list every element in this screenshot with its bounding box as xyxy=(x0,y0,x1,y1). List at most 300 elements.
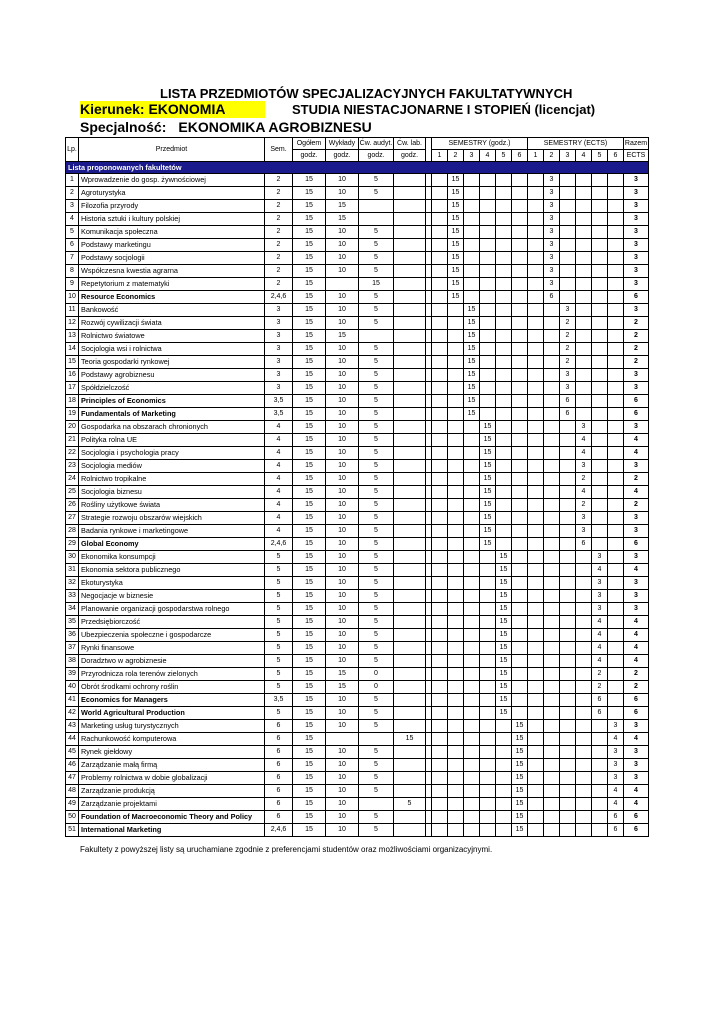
total-ects-cell: 4 xyxy=(624,616,649,629)
lab-cell xyxy=(394,538,426,551)
semester-ects-cell xyxy=(576,213,592,226)
semester-ects-cell: 4 xyxy=(576,434,592,447)
lab-cell xyxy=(394,642,426,655)
lab-cell xyxy=(394,460,426,473)
lectures-cell: 10 xyxy=(326,356,359,369)
semester-ects-cell xyxy=(544,798,560,811)
semester-ects-cell xyxy=(608,655,624,668)
lab-cell xyxy=(394,356,426,369)
semester-hours-cell xyxy=(496,291,512,304)
total-hours-cell: 15 xyxy=(293,343,326,356)
semester-cell: 4 xyxy=(265,460,293,473)
semester-hours-cell xyxy=(512,564,528,577)
sem-number-hours: 1 xyxy=(432,150,448,162)
table-row xyxy=(66,434,649,447)
row-number: 15 xyxy=(66,356,79,369)
semester-ects-cell xyxy=(608,642,624,655)
semester-cell: 4 xyxy=(265,525,293,538)
row-number: 51 xyxy=(66,824,79,837)
semester-hours-cell xyxy=(512,382,528,395)
total-ects-cell: 3 xyxy=(624,278,649,291)
semester-hours-cell xyxy=(480,759,496,772)
semester-cell: 2 xyxy=(265,200,293,213)
total-hours-cell: 15 xyxy=(293,759,326,772)
row-number: 46 xyxy=(66,759,79,772)
semester-hours-cell xyxy=(448,824,464,837)
row-number: 38 xyxy=(66,655,79,668)
semester-ects-cell: 3 xyxy=(576,460,592,473)
semester-ects-cell: 3 xyxy=(544,278,560,291)
total-ects-cell: 3 xyxy=(624,213,649,226)
semester-hours-cell xyxy=(480,824,496,837)
auditorium-cell xyxy=(359,330,394,343)
table-row xyxy=(66,642,649,655)
courses-table xyxy=(65,137,649,837)
subject-name: Economics for Managers xyxy=(79,694,265,707)
semester-ects-cell xyxy=(528,681,544,694)
semester-ects-cell xyxy=(544,642,560,655)
lectures-cell: 15 xyxy=(326,681,359,694)
subject-name: Rolnictwo tropikalne xyxy=(79,473,265,486)
sem-number-ects: 4 xyxy=(576,150,592,162)
auditorium-cell: 5 xyxy=(359,811,394,824)
semester-hours-cell xyxy=(512,239,528,252)
semester-hours-cell xyxy=(496,746,512,759)
semester-ects-cell xyxy=(544,356,560,369)
lab-cell xyxy=(394,395,426,408)
lectures-cell: 10 xyxy=(326,239,359,252)
subject-name: Rośliny użytkowe świata xyxy=(79,499,265,512)
row-number: 28 xyxy=(66,525,79,538)
lab-cell xyxy=(394,707,426,720)
semester-hours-cell xyxy=(480,239,496,252)
semester-hours-cell xyxy=(464,759,480,772)
semester-ects-cell xyxy=(592,746,608,759)
semester-hours-cell xyxy=(512,278,528,291)
semester-ects-cell xyxy=(592,486,608,499)
semester-hours-cell xyxy=(512,551,528,564)
semester-ects-cell xyxy=(608,395,624,408)
semester-ects-cell xyxy=(544,629,560,642)
semester-cell: 5 xyxy=(265,655,293,668)
subject-name: Rynek giełdowy xyxy=(79,746,265,759)
lectures-cell: 10 xyxy=(326,590,359,603)
semester-hours-cell xyxy=(464,629,480,642)
total-hours-cell: 15 xyxy=(293,330,326,343)
lab-cell xyxy=(394,226,426,239)
semester-hours-cell xyxy=(432,824,448,837)
table-row xyxy=(66,356,649,369)
auditorium-cell: 5 xyxy=(359,538,394,551)
semester-hours-cell: 15 xyxy=(512,785,528,798)
total-hours-cell: 15 xyxy=(293,239,326,252)
semester-ects-cell xyxy=(544,538,560,551)
semester-ects-cell xyxy=(608,577,624,590)
total-hours-cell: 15 xyxy=(293,460,326,473)
table-row xyxy=(66,707,649,720)
semester-hours-cell xyxy=(496,811,512,824)
semesters-ects-header: SEMESTRY (ECTS) xyxy=(528,138,624,150)
semester-hours-cell xyxy=(432,616,448,629)
semester-hours-cell xyxy=(512,681,528,694)
semester-hours-cell xyxy=(432,629,448,642)
semester-cell: 3 xyxy=(265,369,293,382)
semester-cell: 5 xyxy=(265,642,293,655)
semester-cell: 2 xyxy=(265,265,293,278)
subject-name: Rozwój cywilizacji świata xyxy=(79,317,265,330)
lectures-cell: 10 xyxy=(326,707,359,720)
semester-ects-cell xyxy=(576,655,592,668)
row-number: 8 xyxy=(66,265,79,278)
table-row xyxy=(66,629,649,642)
semester-ects-cell xyxy=(560,239,576,252)
row-number: 25 xyxy=(66,486,79,499)
lab-cell: 15 xyxy=(394,733,426,746)
semester-hours-cell xyxy=(432,499,448,512)
row-number: 43 xyxy=(66,720,79,733)
semester-ects-cell xyxy=(576,772,592,785)
row-number: 39 xyxy=(66,668,79,681)
semester-cell: 3 xyxy=(265,330,293,343)
semester-hours-cell xyxy=(432,447,448,460)
row-number: 23 xyxy=(66,460,79,473)
semester-ects-cell xyxy=(544,603,560,616)
semester-hours-cell xyxy=(432,460,448,473)
semester-ects-cell xyxy=(528,421,544,434)
semester-cell: 5 xyxy=(265,616,293,629)
semester-ects-cell xyxy=(576,200,592,213)
table-row xyxy=(66,317,649,330)
auditorium-cell: 0 xyxy=(359,681,394,694)
semester-ects-cell: 6 xyxy=(560,408,576,421)
lab-cell xyxy=(394,590,426,603)
semester-hours-cell xyxy=(496,343,512,356)
semester-hours-cell xyxy=(432,265,448,278)
row-number: 48 xyxy=(66,785,79,798)
semester-hours-cell xyxy=(432,733,448,746)
semester-ects-cell xyxy=(560,174,576,187)
row-number: 10 xyxy=(66,291,79,304)
semester-hours-cell xyxy=(512,694,528,707)
semester-hours-cell xyxy=(496,317,512,330)
semester-hours-cell xyxy=(464,590,480,603)
semester-hours-cell xyxy=(432,785,448,798)
semester-ects-cell xyxy=(608,265,624,278)
semester-ects-cell: 6 xyxy=(608,811,624,824)
lab-cell xyxy=(394,304,426,317)
semester-ects-cell: 3 xyxy=(544,252,560,265)
semester-hours-cell xyxy=(512,525,528,538)
table-row xyxy=(66,759,649,772)
semester-ects-cell: 3 xyxy=(592,577,608,590)
hours-unit: godz. xyxy=(293,150,326,162)
semester-ects-cell xyxy=(528,291,544,304)
semester-ects-cell xyxy=(592,200,608,213)
semester-ects-cell xyxy=(560,525,576,538)
semester-hours-cell: 15 xyxy=(448,200,464,213)
semester-hours-cell xyxy=(496,785,512,798)
subject-name: Podstawy agrobiznesu xyxy=(79,369,265,382)
semester-ects-cell xyxy=(576,551,592,564)
table-row xyxy=(66,512,649,525)
semester-hours-cell xyxy=(496,265,512,278)
semester-hours-cell xyxy=(432,200,448,213)
semester-ects-cell xyxy=(576,187,592,200)
lectures-cell: 10 xyxy=(326,798,359,811)
row-number: 4 xyxy=(66,213,79,226)
semester-ects-cell xyxy=(592,538,608,551)
semester-hours-cell xyxy=(496,733,512,746)
semester-ects-cell xyxy=(576,681,592,694)
semester-hours-cell xyxy=(432,382,448,395)
semester-hours-cell xyxy=(512,603,528,616)
semester-hours-cell: 15 xyxy=(496,668,512,681)
semester-hours-cell: 15 xyxy=(480,473,496,486)
semester-ects-cell xyxy=(608,603,624,616)
semester-ects-cell xyxy=(608,239,624,252)
semester-ects-cell xyxy=(592,460,608,473)
total-hours-cell: 15 xyxy=(293,577,326,590)
subject-name: Socjologia wsi i rolnictwa xyxy=(79,343,265,356)
total-ects-cell: 4 xyxy=(624,434,649,447)
semester-ects-cell xyxy=(592,356,608,369)
semester-hours-cell: 15 xyxy=(480,499,496,512)
semester-ects-cell xyxy=(592,785,608,798)
semester-hours-cell xyxy=(464,421,480,434)
specialization-value: EKONOMIKA AGROBIZNESU xyxy=(178,119,372,135)
semester-hours-cell xyxy=(448,564,464,577)
semester-hours-cell xyxy=(512,447,528,460)
table-row xyxy=(66,564,649,577)
subject-name: Rolnictwo światowe xyxy=(79,330,265,343)
semester-hours-cell xyxy=(432,343,448,356)
section-label: Lista proponowanych fakultetów xyxy=(66,162,649,174)
hours-unit: godz. xyxy=(359,150,394,162)
subject-name: Wprowadzenie do gosp. żywnościowej xyxy=(79,174,265,187)
table-row xyxy=(66,460,649,473)
semester-ects-cell xyxy=(576,785,592,798)
semester-hours-cell xyxy=(480,408,496,421)
semester-hours-cell xyxy=(448,733,464,746)
lab-cell xyxy=(394,694,426,707)
sem-number-ects: 1 xyxy=(528,150,544,162)
semester-hours-cell xyxy=(480,564,496,577)
total-hours-cell: 15 xyxy=(293,213,326,226)
sem-number-hours: 2 xyxy=(448,150,464,162)
table-row xyxy=(66,304,649,317)
semester-ects-cell xyxy=(560,252,576,265)
semester-ects-cell xyxy=(576,707,592,720)
semester-ects-cell xyxy=(528,499,544,512)
semester-hours-cell: 15 xyxy=(464,304,480,317)
semester-ects-cell xyxy=(608,304,624,317)
semester-ects-cell xyxy=(608,538,624,551)
semester-ects-cell xyxy=(592,278,608,291)
lab-cell xyxy=(394,434,426,447)
total-ects-cell: 3 xyxy=(624,720,649,733)
auditorium-cell: 5 xyxy=(359,174,394,187)
semester-hours-cell: 15 xyxy=(496,707,512,720)
kierunek-label: Kierunek: EKONOMIA xyxy=(80,101,265,118)
semester-hours-cell: 15 xyxy=(512,824,528,837)
semester-hours-cell xyxy=(480,616,496,629)
semester-ects-cell xyxy=(592,343,608,356)
semester-ects-cell xyxy=(560,642,576,655)
semester-hours-cell xyxy=(480,746,496,759)
semester-hours-cell xyxy=(512,291,528,304)
semester-hours-cell xyxy=(480,252,496,265)
table-row xyxy=(66,538,649,551)
lab-cell xyxy=(394,655,426,668)
semester-ects-cell xyxy=(560,759,576,772)
semester-ects-cell xyxy=(528,369,544,382)
semester-hours-cell xyxy=(432,746,448,759)
semester-ects-cell xyxy=(544,460,560,473)
semester-ects-cell xyxy=(592,421,608,434)
sem-number-hours: 4 xyxy=(480,150,496,162)
hours-unit: godz. xyxy=(326,150,359,162)
total-hours-cell: 15 xyxy=(293,642,326,655)
auditorium-cell: 5 xyxy=(359,746,394,759)
semester-hours-cell: 15 xyxy=(496,564,512,577)
semester-hours-cell xyxy=(464,187,480,200)
semester-hours-cell xyxy=(432,759,448,772)
sem-number-ects: 6 xyxy=(608,150,624,162)
semester-ects-cell xyxy=(560,200,576,213)
semester-hours-cell xyxy=(448,395,464,408)
total-ects-cell: 4 xyxy=(624,798,649,811)
semester-ects-cell xyxy=(544,304,560,317)
semester-hours-cell xyxy=(496,395,512,408)
semester-ects-cell: 3 xyxy=(608,720,624,733)
semester-ects-cell xyxy=(592,447,608,460)
semester-hours-cell: 15 xyxy=(464,330,480,343)
auditorium-cell: 5 xyxy=(359,499,394,512)
semester-cell: 3,5 xyxy=(265,408,293,421)
semester-ects-cell xyxy=(592,473,608,486)
table-row xyxy=(66,421,649,434)
semester-ects-cell xyxy=(608,694,624,707)
semester-hours-cell: 15 xyxy=(448,226,464,239)
semester-ects-cell xyxy=(576,174,592,187)
subject-name: Obrót środkami ochrony roślin xyxy=(79,681,265,694)
semester-ects-cell xyxy=(528,356,544,369)
semester-ects-cell xyxy=(560,421,576,434)
specialization-label: Specjalność: xyxy=(80,119,167,135)
semester-hours-cell xyxy=(432,603,448,616)
total-hours-cell: 15 xyxy=(293,226,326,239)
semester-hours-cell xyxy=(432,525,448,538)
lectures-cell: 10 xyxy=(326,317,359,330)
row-number: 42 xyxy=(66,707,79,720)
auditorium-cell: 15 xyxy=(359,278,394,291)
semester-hours-cell xyxy=(448,382,464,395)
semester-hours-cell xyxy=(464,499,480,512)
auditorium-cell: 5 xyxy=(359,408,394,421)
semester-ects-cell xyxy=(576,564,592,577)
auditorium-cell: 5 xyxy=(359,525,394,538)
semester-hours-cell xyxy=(448,356,464,369)
semester-cell: 2,4,6 xyxy=(265,824,293,837)
lab-cell xyxy=(394,265,426,278)
subject-name: Współczesna kwestia agrarna xyxy=(79,265,265,278)
lectures-cell: 10 xyxy=(326,720,359,733)
total-ects-cell: 3 xyxy=(624,525,649,538)
lab-cell xyxy=(394,291,426,304)
semester-cell: 5 xyxy=(265,603,293,616)
total-hours-cell: 15 xyxy=(293,408,326,421)
semester-cell: 4 xyxy=(265,473,293,486)
semester-ects-cell xyxy=(608,616,624,629)
semester-ects-cell xyxy=(592,395,608,408)
semester-hours-cell xyxy=(512,473,528,486)
semester-ects-cell xyxy=(576,317,592,330)
lectures-cell: 10 xyxy=(326,174,359,187)
semester-ects-cell xyxy=(608,681,624,694)
row-number: 21 xyxy=(66,434,79,447)
semester-hours-cell xyxy=(480,733,496,746)
semester-hours-cell xyxy=(448,785,464,798)
semester-ects-cell: 3 xyxy=(544,174,560,187)
lectures-cell: 10 xyxy=(326,369,359,382)
lab-cell xyxy=(394,616,426,629)
row-number: 35 xyxy=(66,616,79,629)
total-hours-cell: 15 xyxy=(293,512,326,525)
total-hours-cell: 15 xyxy=(293,317,326,330)
semester-ects-cell xyxy=(560,473,576,486)
semester-ects-cell xyxy=(608,629,624,642)
semester-ects-cell xyxy=(576,382,592,395)
semester-hours-cell: 15 xyxy=(512,720,528,733)
sem-number-hours: 3 xyxy=(464,150,480,162)
semester-hours-cell xyxy=(480,395,496,408)
semester-hours-cell xyxy=(448,369,464,382)
subject-name: Resource Economics xyxy=(79,291,265,304)
semester-hours-cell xyxy=(448,603,464,616)
semester-ects-cell xyxy=(544,330,560,343)
total-ects-cell: 4 xyxy=(624,447,649,460)
semester-ects-cell xyxy=(528,330,544,343)
semester-ects-cell xyxy=(608,668,624,681)
semester-ects-cell xyxy=(544,811,560,824)
semester-ects-cell xyxy=(560,811,576,824)
lectures-cell: 10 xyxy=(326,811,359,824)
lectures-cell: 10 xyxy=(326,694,359,707)
semester-ects-cell xyxy=(528,200,544,213)
semester-hours-cell xyxy=(464,200,480,213)
table-row xyxy=(66,694,649,707)
semester-hours-cell: 15 xyxy=(464,369,480,382)
semester-ects-cell xyxy=(560,278,576,291)
total-ects-cell: 3 xyxy=(624,187,649,200)
semester-hours-cell xyxy=(448,681,464,694)
semester-ects-cell xyxy=(608,707,624,720)
semester-ects-cell xyxy=(544,577,560,590)
row-number: 36 xyxy=(66,629,79,642)
semester-ects-cell xyxy=(576,408,592,421)
semester-ects-cell xyxy=(576,278,592,291)
subject-name: Foundation of Macroeconomic Theory and Policy xyxy=(79,811,265,824)
semester-hours-cell xyxy=(448,759,464,772)
semester-hours-cell xyxy=(464,525,480,538)
lectures-cell: 15 xyxy=(326,330,359,343)
auditorium-cell: 5 xyxy=(359,655,394,668)
lectures-cell: 10 xyxy=(326,551,359,564)
total-ects-cell: 4 xyxy=(624,629,649,642)
semester-hours-cell: 15 xyxy=(448,187,464,200)
semester-ects-cell xyxy=(560,733,576,746)
semester-ects-cell xyxy=(608,486,624,499)
